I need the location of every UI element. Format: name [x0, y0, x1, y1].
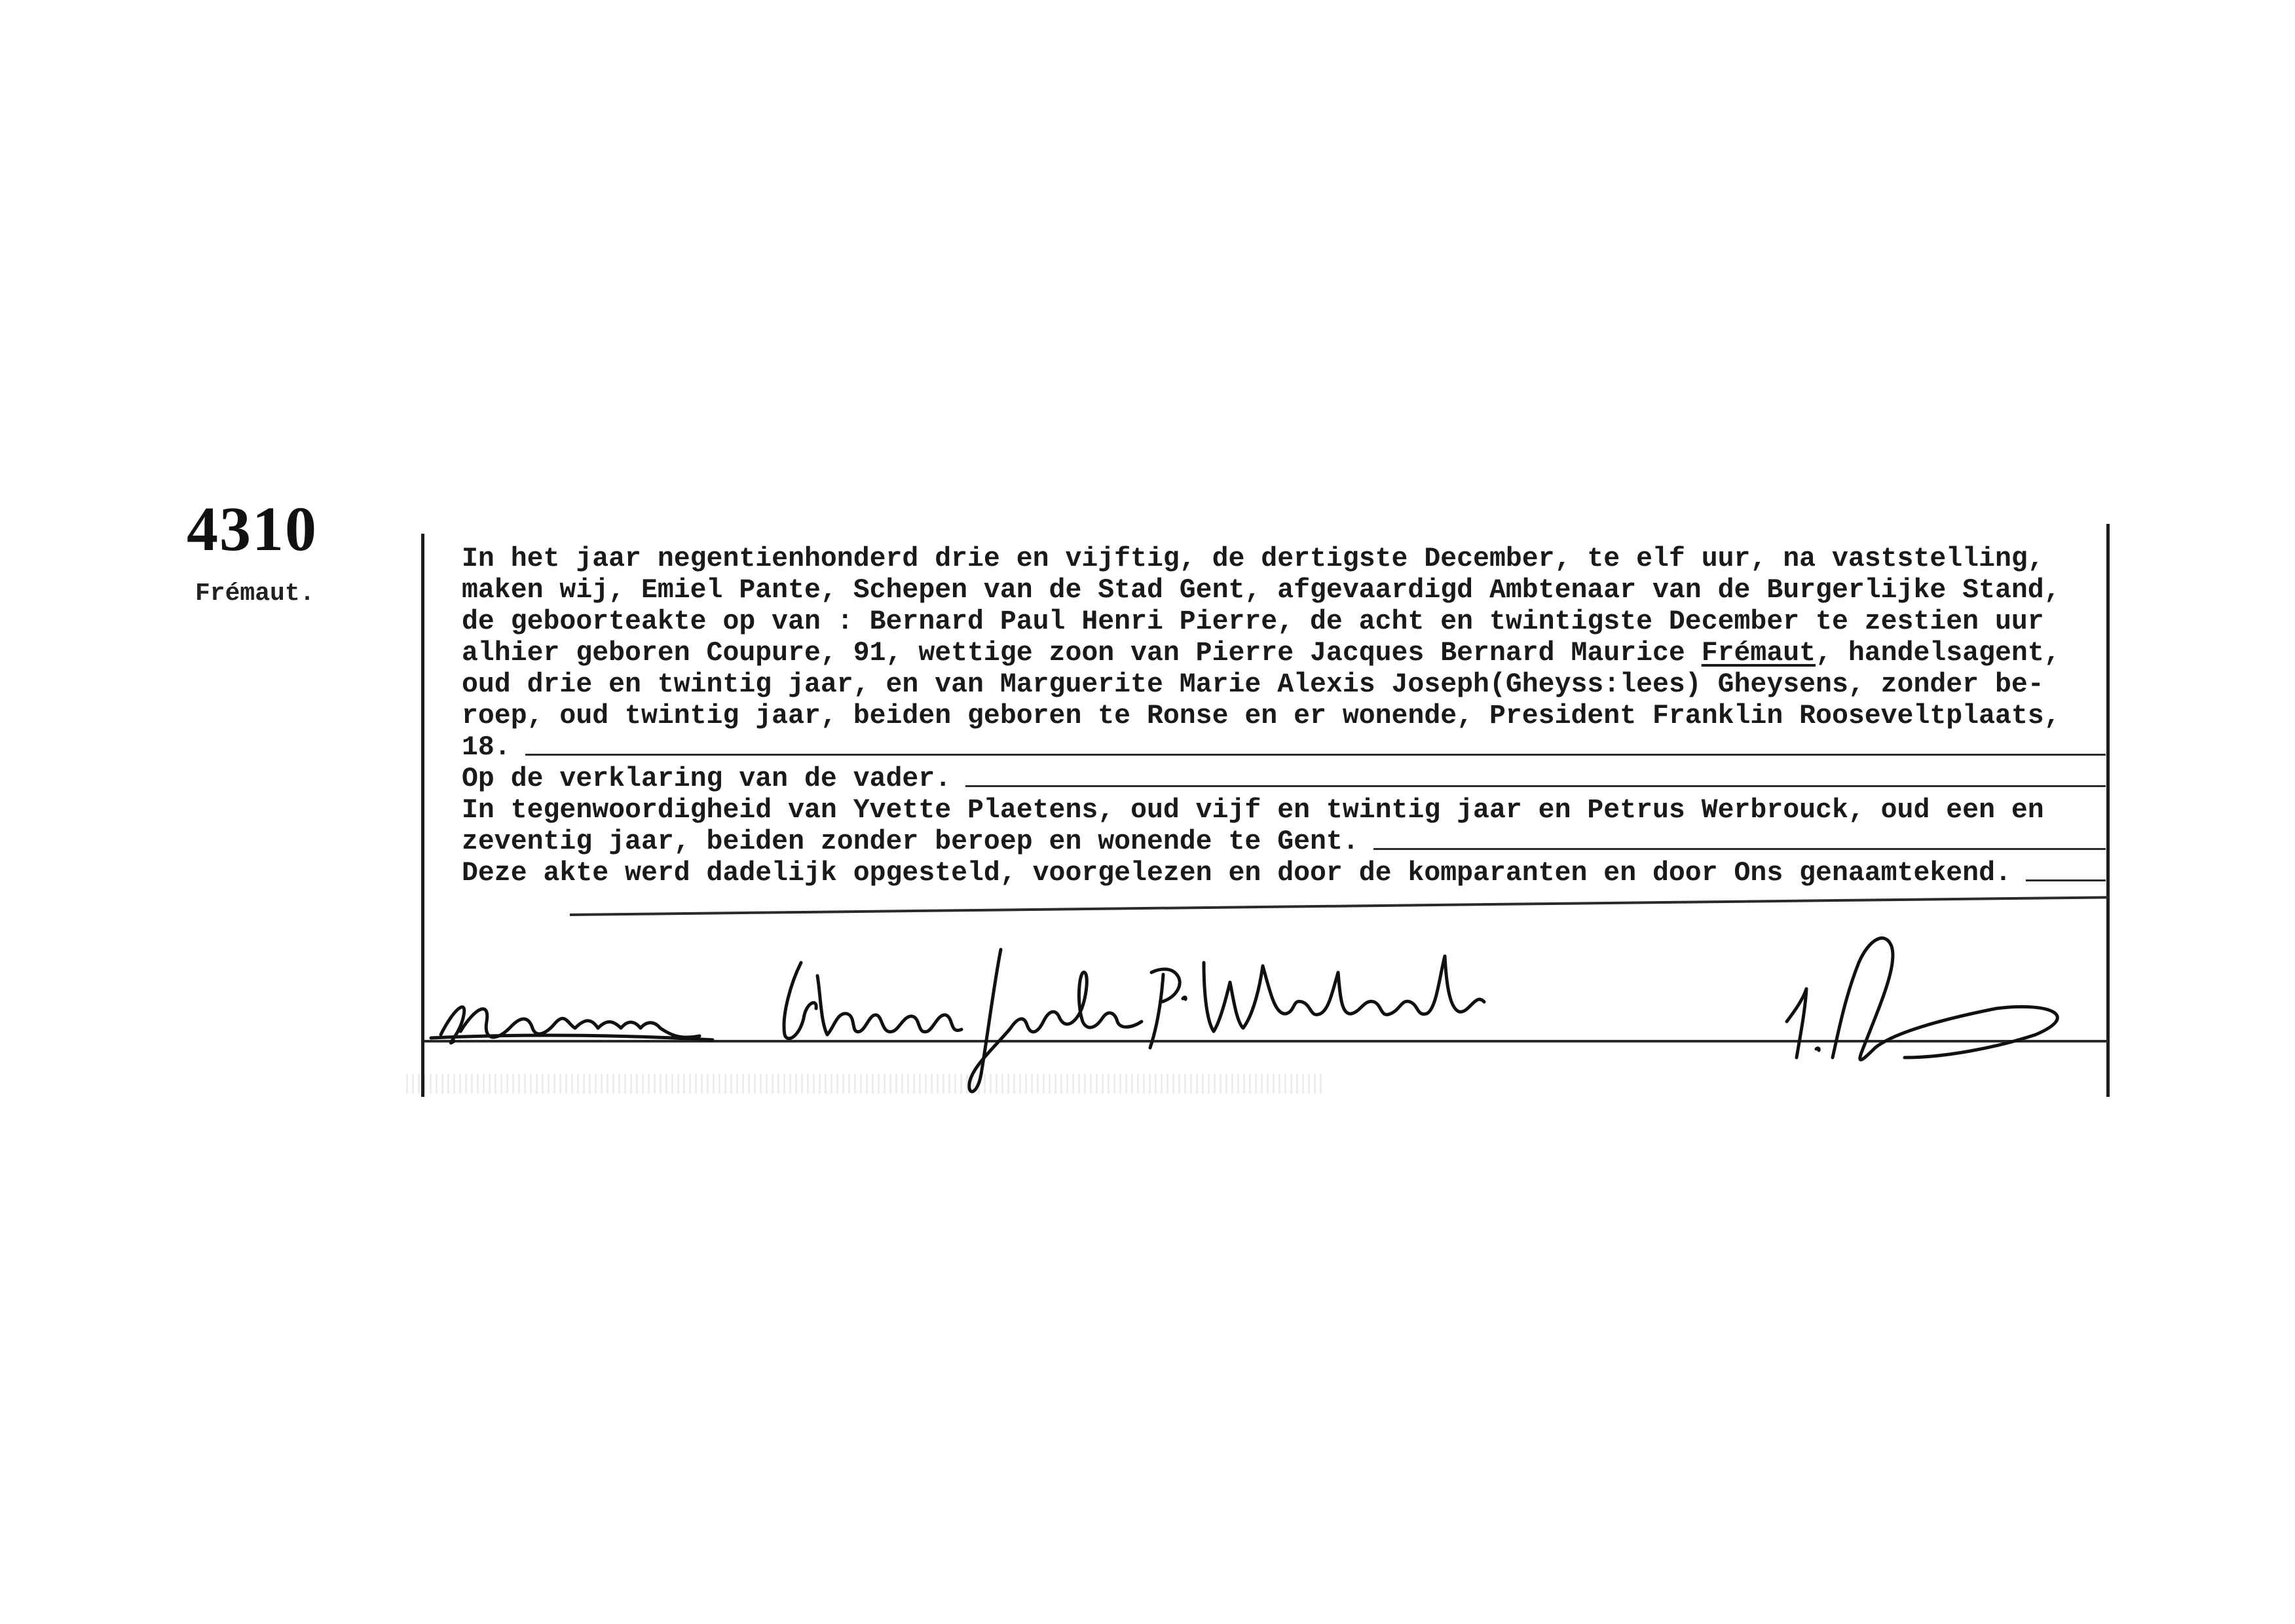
signature-vader: [431, 1007, 713, 1043]
act-line: [462, 701, 2106, 732]
act-line-text: alhier geboren Coupure, 91, wettige zoon van Pierre Jacques Bernard Maurice: [462, 638, 1702, 669]
act-line-text: In tegenwoordigheid van Yvette Plaetens, oud vijf en twintig jaar en Petrus Werbrouck, oud een en: [462, 795, 2044, 826]
child-surname: Frémaut: [1701, 638, 1816, 669]
signature-officer: [1787, 938, 2057, 1060]
act-line: [462, 669, 2106, 701]
signature-plaetens-yvette: [784, 950, 1142, 1092]
margin-surname: Frémaut.: [195, 580, 315, 608]
act-line-text: maken wij, Emiel Pante, Schepen van de Stad Gent, afgevaardigd Ambtenaar van de Burgerlijke Stand,: [462, 575, 2061, 606]
act-line: [462, 575, 2106, 606]
signatures-svg: [424, 936, 2108, 1100]
fill-rule: [965, 785, 2106, 787]
act-line-text: roep, oud twintig jaar, beiden geboren te Ronse en er wonende, President Franklin Rooseveltplaats,: [462, 701, 2061, 731]
fill-rule: [525, 754, 2106, 756]
signature-guide-line: [570, 896, 2109, 916]
act-line: [462, 638, 2106, 669]
act-line: [462, 858, 2106, 889]
act-line-text: Deze akte werd dadelijk opgesteld, voorgelezen en door de komparanten en door Ons genaamtekend.: [462, 858, 2011, 889]
fill-rule: [1373, 848, 2106, 850]
record-number: 4310: [187, 494, 318, 564]
act-line: [462, 795, 2106, 826]
act-line-text: , handelsagent,: [1816, 638, 2061, 669]
act-line: [462, 764, 2106, 795]
act-line-text: oud drie en twintig jaar, en van Marguerite Marie Alexis Joseph(Gheyss:lees) Gheysens, zonder be-: [462, 669, 2044, 700]
birth-act-text: [462, 544, 2106, 889]
fill-rule: [2026, 879, 2106, 881]
act-line-text: 18.: [462, 732, 511, 763]
act-line: [462, 544, 2106, 575]
signatures-area: [424, 936, 2108, 1100]
act-line-text: In het jaar negentienhonderd drie en vijftig, de dertigste December, te elf uur, na vaststelling,: [462, 544, 2044, 574]
act-line-text: de geboorteakte op van : Bernard Paul Henri Pierre, de acht en twintigste December te zestien uur: [462, 606, 2044, 637]
act-line: [462, 606, 2106, 638]
act-line: [462, 826, 2106, 858]
signature-werbrouck: [1150, 956, 1484, 1048]
act-line-text: Op de verklaring van de vader.: [462, 764, 952, 794]
act-line: [462, 732, 2106, 764]
act-line-text: zeventig jaar, beiden zonder beroep en wonende te Gent.: [462, 826, 1359, 857]
